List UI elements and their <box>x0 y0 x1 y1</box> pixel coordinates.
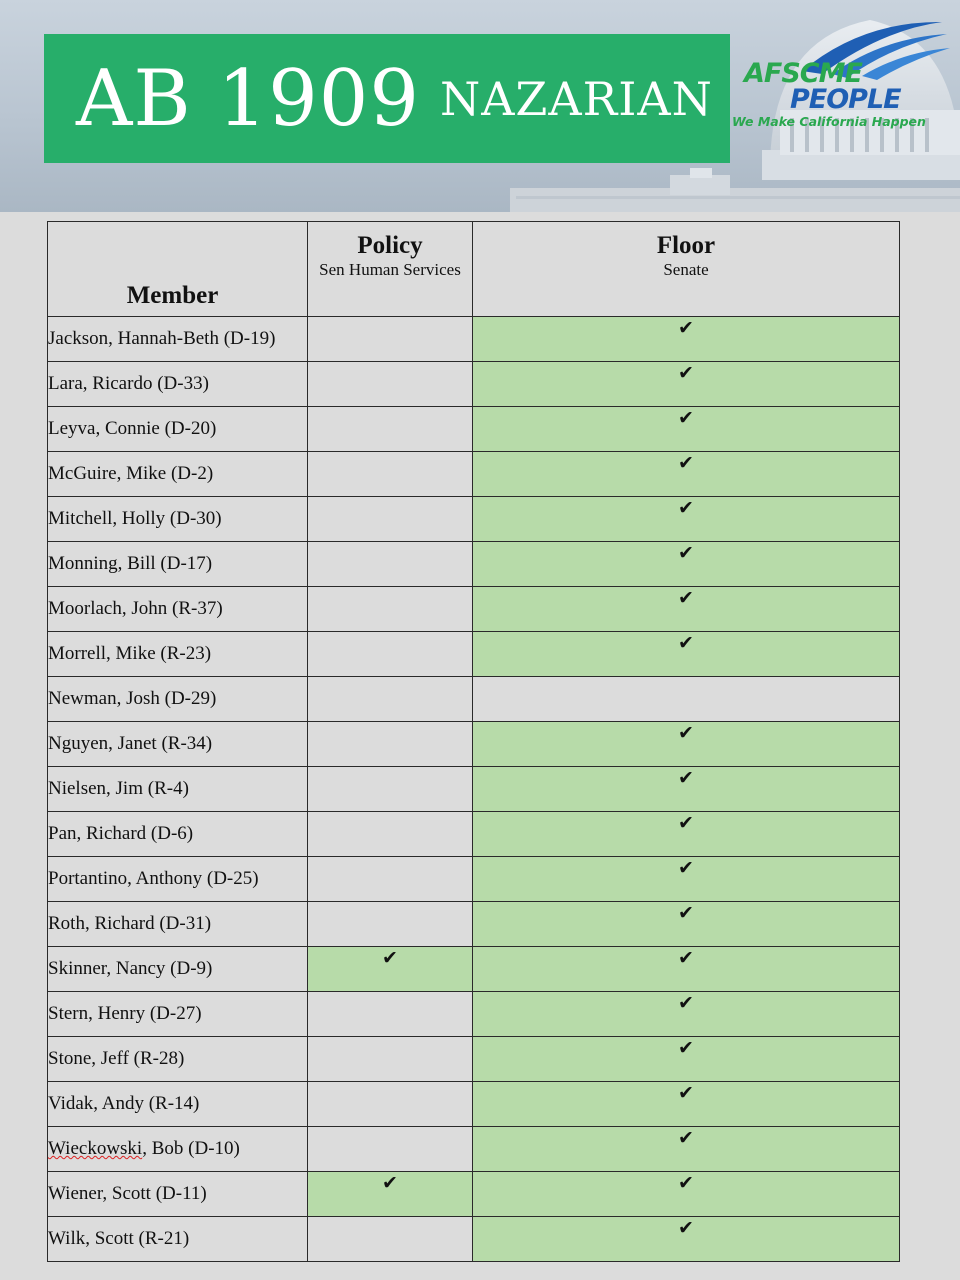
checkmark-icon: ✔ <box>678 633 694 654</box>
floor-vote-cell <box>473 1037 900 1082</box>
checkmark-icon: ✔ <box>678 768 694 789</box>
floor-vote-cell <box>473 452 900 497</box>
member-name: Vidak, Andy (R-14) <box>48 1082 308 1127</box>
policy-vote-cell <box>308 767 473 812</box>
member-name: Nielsen, Jim (R-4) <box>48 767 308 812</box>
member-name: Newman, Josh (D-29) <box>48 677 308 722</box>
table-row <box>48 497 900 542</box>
checkmark-icon: ✔ <box>382 1173 398 1194</box>
logo-tagline: We Make California Happen <box>732 114 926 129</box>
floor-vote-cell <box>473 767 900 812</box>
floor-vote-cell <box>473 677 900 722</box>
table-row <box>48 542 900 587</box>
policy-vote-cell <box>308 857 473 902</box>
member-column-header <box>48 222 308 317</box>
table-row <box>48 902 900 947</box>
policy-vote-cell <box>308 452 473 497</box>
floor-vote-cell <box>473 1217 900 1262</box>
spellcheck-underlined-word: Wieckowski <box>48 1138 143 1159</box>
member-name: Jackson, Hannah-Beth (D-19) <box>48 317 308 362</box>
policy-vote-cell <box>308 317 473 362</box>
member-name: Stern, Henry (D-27) <box>48 992 308 1037</box>
policy-vote-cell <box>308 722 473 767</box>
table-row <box>48 722 900 767</box>
checkmark-icon: ✔ <box>678 723 694 744</box>
member-name: Leyva, Connie (D-20) <box>48 407 308 452</box>
member-name: Stone, Jeff (R-28) <box>48 1037 308 1082</box>
policy-vote-cell <box>308 407 473 452</box>
policy-header-subtitle: Sen Human Services <box>319 260 461 279</box>
table-row <box>48 767 900 812</box>
floor-vote-cell <box>473 632 900 677</box>
checkmark-icon: ✔ <box>678 408 694 429</box>
checkmark-icon: ✔ <box>382 948 398 969</box>
member-name: Roth, Richard (D-31) <box>48 902 308 947</box>
member-name: Morrell, Mike (R-23) <box>48 632 308 677</box>
checkmark-icon: ✔ <box>678 588 694 609</box>
member-name: Nguyen, Janet (R-34) <box>48 722 308 767</box>
table-row <box>48 1127 900 1172</box>
floor-vote-cell <box>473 722 900 767</box>
floor-header-title: Floor <box>656 232 716 259</box>
table-row <box>48 362 900 407</box>
member-name: McGuire, Mike (D-2) <box>48 452 308 497</box>
floor-vote-cell <box>473 1172 900 1217</box>
member-header-label: Member <box>126 282 219 309</box>
floor-vote-cell <box>473 542 900 587</box>
table-row <box>48 1037 900 1082</box>
floor-vote-cell <box>473 317 900 362</box>
policy-vote-cell <box>308 362 473 407</box>
checkmark-icon: ✔ <box>678 318 694 339</box>
policy-vote-cell <box>308 497 473 542</box>
vote-rows <box>48 317 900 1262</box>
table-row <box>48 677 900 722</box>
policy-vote-cell <box>308 902 473 947</box>
table-row <box>48 587 900 632</box>
checkmark-icon: ✔ <box>678 453 694 474</box>
policy-vote-cell <box>308 1082 473 1127</box>
floor-vote-cell <box>473 1082 900 1127</box>
table-row <box>48 632 900 677</box>
policy-vote-cell <box>308 1217 473 1262</box>
member-name: Wilk, Scott (R-21) <box>48 1217 308 1262</box>
floor-vote-cell <box>473 812 900 857</box>
floor-vote-cell <box>473 1127 900 1172</box>
bill-number: AB 1909 <box>76 53 420 144</box>
vote-record-table <box>47 221 900 1262</box>
table-row <box>48 317 900 362</box>
checkmark-icon: ✔ <box>678 363 694 384</box>
member-name: Portantino, Anthony (D-25) <box>48 857 308 902</box>
policy-column-header <box>308 222 473 317</box>
floor-vote-cell <box>473 947 900 992</box>
floor-vote-cell <box>473 902 900 947</box>
policy-vote-cell <box>308 632 473 677</box>
policy-vote-cell <box>308 1037 473 1082</box>
floor-vote-cell <box>473 857 900 902</box>
table-row <box>48 407 900 452</box>
table-row <box>48 992 900 1037</box>
checkmark-icon: ✔ <box>678 858 694 879</box>
bill-author: NAZARIAN <box>439 71 713 126</box>
policy-vote-cell <box>308 812 473 857</box>
floor-vote-cell <box>473 362 900 407</box>
policy-vote-cell <box>308 677 473 722</box>
floor-vote-cell <box>473 497 900 542</box>
title-banner <box>44 34 730 163</box>
member-name: Moorlach, John (R-37) <box>48 587 308 632</box>
checkmark-icon: ✔ <box>678 813 694 834</box>
floor-vote-cell <box>473 992 900 1037</box>
table-row <box>48 857 900 902</box>
afscme-people-logo <box>732 16 947 136</box>
floor-vote-cell <box>473 587 900 632</box>
policy-vote-cell <box>308 1127 473 1172</box>
checkmark-icon: ✔ <box>678 903 694 924</box>
checkmark-icon: ✔ <box>678 1128 694 1149</box>
table-row <box>48 452 900 497</box>
policy-vote-cell <box>308 947 473 992</box>
checkmark-icon: ✔ <box>678 1038 694 1059</box>
table-row <box>48 1172 900 1217</box>
checkmark-icon: ✔ <box>678 543 694 564</box>
table-row <box>48 947 900 992</box>
policy-vote-cell <box>308 1172 473 1217</box>
checkmark-icon: ✔ <box>678 993 694 1014</box>
member-name: Mitchell, Holly (D-30) <box>48 497 308 542</box>
member-name: Lara, Ricardo (D-33) <box>48 362 308 407</box>
floor-header-subtitle: Senate <box>663 260 709 279</box>
checkmark-icon: ✔ <box>678 948 694 969</box>
checkmark-icon: ✔ <box>678 1083 694 1104</box>
floor-vote-cell <box>473 407 900 452</box>
policy-vote-cell <box>308 992 473 1037</box>
member-name: Skinner, Nancy (D-9) <box>48 947 308 992</box>
table-row <box>48 1082 900 1127</box>
member-name: Pan, Richard (D-6) <box>48 812 308 857</box>
checkmark-icon: ✔ <box>678 1218 694 1239</box>
member-name: Wieckowski, Bob (D-10) <box>48 1127 308 1172</box>
table-header-row <box>48 222 900 317</box>
policy-vote-cell <box>308 542 473 587</box>
checkmark-icon: ✔ <box>678 498 694 519</box>
checkmark-icon: ✔ <box>678 1173 694 1194</box>
member-name: Monning, Bill (D-17) <box>48 542 308 587</box>
policy-vote-cell <box>308 587 473 632</box>
logo-people-text: PEOPLE <box>790 84 901 115</box>
table-row <box>48 812 900 857</box>
table-row <box>48 1217 900 1262</box>
policy-header-title: Policy <box>357 232 423 259</box>
floor-column-header <box>473 222 900 317</box>
member-name: Wiener, Scott (D-11) <box>48 1172 308 1217</box>
logo-afscme-text: AFSCME <box>744 58 862 89</box>
